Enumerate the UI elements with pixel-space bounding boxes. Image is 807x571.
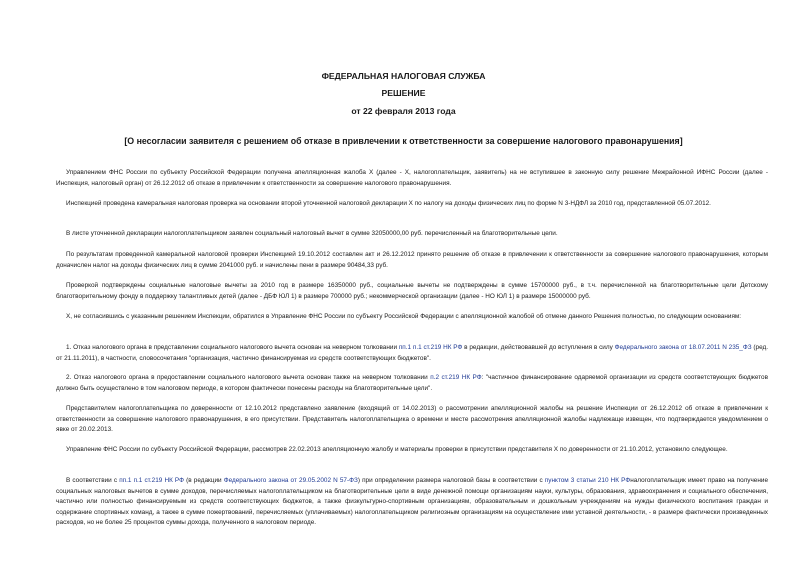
paragraph-ground-2 bbox=[56, 373, 768, 394]
link-federal-law-235[interactable]: Федерального закона от 18.07.2011 N 235_ФЗ bbox=[614, 344, 752, 351]
paragraph-review-findings: Управление ФНС России по субъекту Российской Федерации, рассмотрев 22.02.2013 апелляционную жалобу и материалы проверки в присутствии представителя Х по доверенности от 21.10.2012, установило следующее. bbox=[66, 446, 728, 453]
link-art210-p3[interactable]: пунктом 3 статьи 210 НК РФ bbox=[544, 477, 631, 484]
ground-2-text-a: 2. Отказ налогового органа в предоставлении социального налогового вычета основан также на неверном толковании bbox=[66, 374, 431, 381]
paragraph-desk-audit: Инспекцией проведена камеральная налоговая проверка на основании второй уточненной налоговой декларации Х по налогу на доходы физических лиц по форме N 3-НДФЛ за 2010 год, представленной 05.07.2012. bbox=[66, 200, 711, 207]
paragraph-deductions-confirmed: Проверкой подтверждены социальные налоговые вычеты за 2010 год в размере 16350000 руб., социальные вычеты не подтверждены в сумме 15700000 руб., в т.ч. перечисленной на благотворительные цели Детскому благотворительному фонду в поддержку талантливых детей (далее - ДБФ ЮЛ 1) в размере 700000 руб.; некоммерческой организации (далее - НО ЮЛ 1) в размере 15000000 руб. bbox=[56, 282, 768, 300]
document-date: от 22 февраля 2013 года bbox=[351, 106, 456, 116]
ground-1-text-a: 1. Отказ налогового органа в представлении социального налогового вычета основан на неверном толковании bbox=[66, 344, 399, 351]
paragraph-taxpayer-objection: Х, не согласившись с указанным решением Инспекции, обратился в Управление ФНС России по субъекту Российской Федерации с апелляционной жалобой об отмене данного Решения полностью, по следующим основаниям: bbox=[66, 313, 742, 320]
legal-basis-text-b: (в редакции bbox=[183, 477, 224, 484]
paragraph-representative: Представителем налогоплательщика по доверенности от 12.10.2012 представлено заявление (входящий от 14.02.2013) о рассмотрении апелляционной жалобы на решение Инспекции от 26.12.2012 об отказе в привлечении к ответственности за совершение налогового правонарушения, в его присутствии. Представитель налогоплательщика о времени и месте рассмотрения апелляционной жалобы надлежаще извещен, что подтверждается уведомлением о явке от 20.02.2013. bbox=[56, 405, 768, 434]
legal-basis-text-d: налогоплательщик имеет право на получение социальных налоговых вычетов в сумме доходов, перечисляемых налогоплательщиком на благотворительные цели в виде денежной помощи организациям науки, культуры, образования, здравоохранения и социального обеспечения, частично или полностью финансируемым из средств соответствующих бюджетов, а также физкультурно-спортивным организациям, образовательным и дошкольным учреждениям на нужды физического воспитания граждан и содержание спортивных команд, а также в сумме пожертвований, перечисляемых (уплачиваемых) налогоплательщиком религиозным организациям на осуществление ими уставной деятельности, - в размере фактически произведенных расходов, но не более 25 процентов суммы дохода, полученного в налоговом периоде. bbox=[56, 477, 769, 527]
link-art219-pp1-p1-b[interactable]: пп.1 п.1 ст.219 НК РФ bbox=[119, 477, 184, 484]
paragraph-audit-results: По результатам проведенной камеральной налоговой проверки Инспекцией 19.10.2012 составлен акт и 26.12.2012 принято решение об отказе в привлечении к ответственности за совершение налогового правонарушения, которым доначислен налог на доходы физических лиц в сумме 2041000 руб. и начислены пени в размере 90484,33 руб. bbox=[56, 251, 768, 269]
paragraph-deduction-claimed: В листе уточненной декларации налогоплательщиком заявлен социальный налоговый вычет в сумме 32050000,00 руб. перечисленный на благотворительные цели. bbox=[66, 230, 558, 237]
paragraph-appeal-received: Управлением ФНС России по субъекту Российской Федерации получена апелляционная жалоба Х (далее - Х, налогоплательщик, заявитель) на не вступившее в законную силу решение Межрайонной ИФНС России (далее - Инспекция, налоговый орган) от 26.12.2012 об отказе в привлечении к ответственности за совершение налогового правонарушения. bbox=[56, 169, 768, 187]
ground-2-text-b: : "частичное финансирование одаряемой организации из средств соответствующих бюджетов должно быть осуществлено в том налоговом периоде, в котором фактически понесены расходы на благотворительные цели". bbox=[56, 374, 769, 392]
link-art219-pp1-p1[interactable]: пп.1 п.1 ст.219 НК РФ bbox=[398, 344, 463, 351]
legal-basis-text-a: В соответствии с bbox=[66, 477, 120, 484]
link-art219-p2[interactable]: п.2 ст.219 НК РФ bbox=[430, 374, 482, 381]
legal-basis-text-c: ) при определении размера налоговой базы в соответствии с bbox=[357, 477, 545, 484]
link-federal-law-57[interactable]: Федерального закона от 29.05.2002 N 57-ФЗ bbox=[223, 477, 358, 484]
agency-heading: ФЕДЕРАЛЬНАЯ НАЛОГОВАЯ СЛУЖБА bbox=[321, 71, 486, 81]
ground-1-text-b: в редакции, действовавшей до вступления в силу bbox=[462, 344, 615, 351]
paragraph-legal-basis bbox=[56, 476, 768, 529]
document-type-heading: РЕШЕНИЕ bbox=[381, 88, 426, 98]
ground-1-text-c: (ред. от 21.11.2011), в частности, словосочетания "организация, частично финансируемая из средств соответствующих бюджетов". bbox=[56, 344, 768, 362]
paragraph-ground-1 bbox=[56, 343, 768, 364]
document-subject: [О несогласии заявителя с решением об отказе в привлечении к ответственности за совершение налогового правонарушения] bbox=[124, 136, 683, 146]
